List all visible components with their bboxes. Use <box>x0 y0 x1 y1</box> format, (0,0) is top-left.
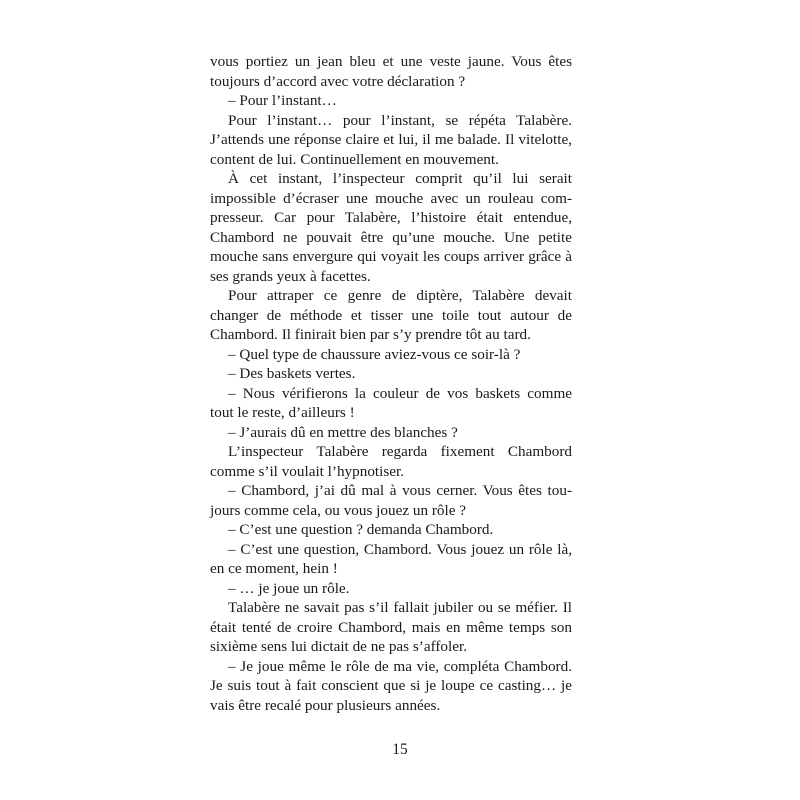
paragraph: – C’est une question ? demanda Chambord. <box>228 521 494 538</box>
paragraph: – J’aurais dû en mettre des blanches ? <box>228 423 458 441</box>
paragraph: Pour attraper ce genre de diptère, Talabère devait changer de méthode et tisser une toile tout autour de Chambord. Il finirait bien par s’y prendre tôt au tard. <box>210 287 572 343</box>
paragraph: – Nous vérifierons la couleur de vos baskets comme tout le reste, d’ailleurs ! <box>210 384 572 421</box>
paragraph: Pour l’instant… pour l’instant, se répéta Talabère. J’attends une réponse claire et lui, il me balade. Il vitelotte, content de lui. Continuellement en mouvement. <box>210 111 572 168</box>
paragraph: – Des baskets vertes. <box>228 365 356 382</box>
paragraph: – C’est une question, Chambord. Vous jouez un rôle là, en ce moment, hein ! <box>210 540 572 577</box>
paragraph: – … je joue un rôle. <box>228 579 350 597</box>
body-text <box>210 52 572 715</box>
paragraph: – Chambord, j’ai dû mal à vous cerner. Vous êtes toujours comme cela, ou vous jouez un rôle ? <box>210 482 572 519</box>
paragraph: vous portiez un jean bleu et une veste jaune. Vous êtes toujours d’accord avec votre déclaration ? <box>210 53 572 90</box>
paragraph: – Pour l’instant… <box>228 92 337 109</box>
paragraph: Talabère ne savait pas s’il fallait jubiler ou se méfier. Il était tenté de croire Chambord, mais en même temps son sixième sens lui dictait de ne pas s’affoler. <box>210 599 572 655</box>
paragraph: L’inspecteur Talabère regarda fixement Chambord comme s’il voulait l’hypnotiser. <box>210 443 572 480</box>
paragraph: – Quel type de chaussure aviez-vous ce soir-là ? <box>228 345 521 363</box>
page-number: 15 <box>392 741 408 758</box>
paragraph: – Je joue même le rôle de ma vie, compléta Chambord. Je suis tout à fait conscient que si je loupe ce casting… je vais être recalé pour plusieurs années. <box>210 657 572 714</box>
paragraph: À cet instant, l’inspecteur comprit qu’il lui serait impossible d’écraser une mouche avec un rouleau compresseur. Car pour Talabère, l’histoire était entendue, Chambord ne pouvait être qu’une mouche. Une petite mouche sans envergure qui voyait les coups arriver grâce à ses grands yeux à facettes. <box>210 170 572 285</box>
